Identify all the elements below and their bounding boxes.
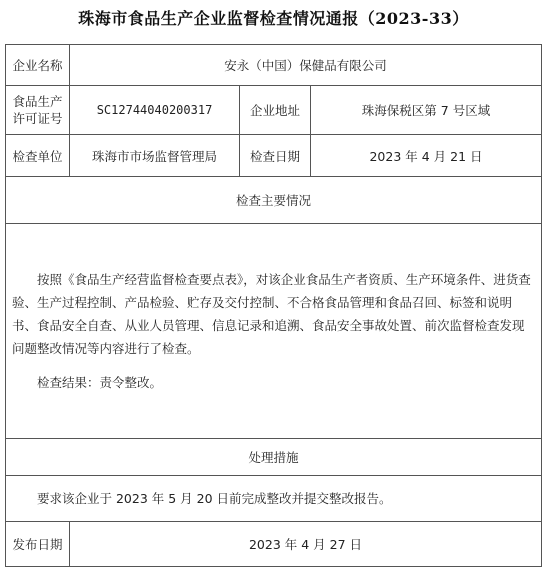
license-label-line1: 食品生产: [12, 94, 63, 109]
inspection-row: [6, 135, 542, 177]
main-situation-body: [6, 224, 542, 439]
inspection-result: 检查结果：责令整改。: [37, 375, 163, 390]
license-label-line2: 许可证号: [12, 111, 63, 126]
license-label: [6, 86, 70, 135]
main-situation-body-row: [6, 224, 542, 439]
measures-body-row: [6, 476, 542, 522]
measures-heading-row: [6, 439, 542, 476]
publish-date-label: 发布日期: [6, 522, 70, 567]
license-row: [6, 86, 542, 135]
company-name-value: 安永（中国）保健品有限公司: [70, 45, 542, 86]
inspection-date-value: 2023 年 4 月 21 日: [311, 135, 542, 177]
company-name-label: 企业名称: [6, 45, 70, 86]
inspection-date-label: 检查日期: [240, 135, 311, 177]
main-situation-paragraph: 按照《食品生产经营监督检查要点表》，对该企业食品生产者资质、生产环境条件、进货查验、生产过程控制、产品检验、贮存及交付控制、不合格食品管理和食品召回、标签和说明书、食品安全自查、从业人员管理、信息记录和追溯、食品安全事故处置、前次监督检查发现问题整改情况等内容进行了检查。: [12, 272, 531, 356]
address-value: 珠海保税区第 7 号区域: [311, 86, 542, 135]
measures-text: 要求该企业于 2023 年 5 月 20 日前完成整改并提交整改报告。: [37, 491, 392, 506]
measures-body: [6, 476, 542, 522]
inspection-unit-value: 珠海市市场监督管理局: [70, 135, 240, 177]
page-title: 珠海市食品生产企业监督检查情况通报（2023-33）: [78, 9, 469, 28]
address-label: 企业地址: [240, 86, 311, 135]
publish-date-value: 2023 年 4 月 27 日: [70, 522, 542, 567]
inspection-report-table: [5, 44, 542, 567]
main-situation-heading: 检查主要情况: [6, 177, 542, 224]
company-row: [6, 45, 542, 86]
license-number-value: SC12744040200317: [70, 86, 240, 135]
publish-row: [6, 522, 542, 567]
measures-heading: 处理措施: [6, 439, 542, 476]
main-situation-heading-row: [6, 177, 542, 224]
inspection-unit-label: 检查单位: [6, 135, 70, 177]
